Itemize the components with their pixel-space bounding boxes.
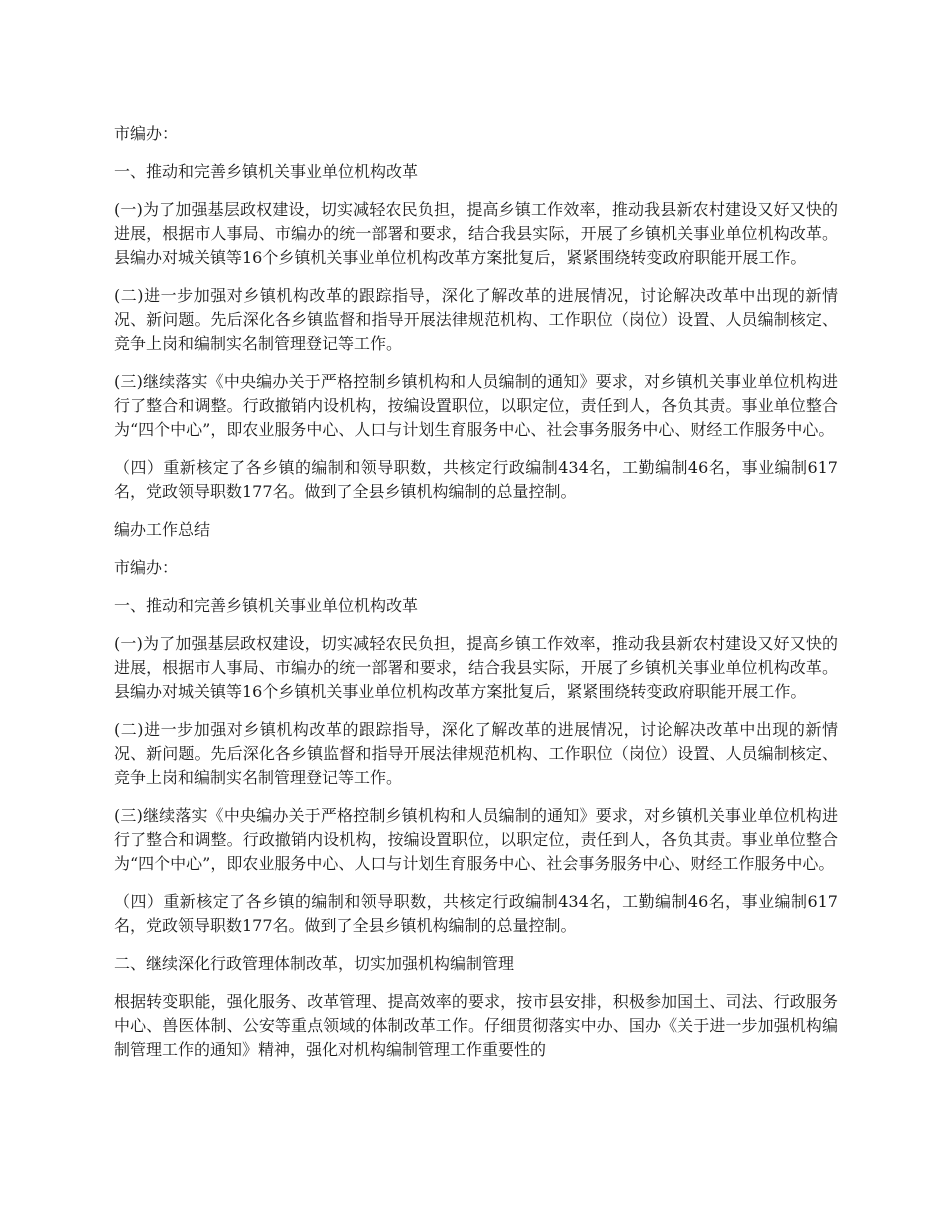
- paragraph-1-2: (二)进一步加强对乡镇机构改革的跟踪指导，深化了解改革的进展情况，讨论解决改革中出现的新情况、新问题。先后深化各乡镇监督和指导开展法律规范机构、工作职位（岗位）设置、人员编制核定、竞争上岗和编制实名制管理登记等工作。: [114, 286, 838, 353]
- paragraph-1-1: (一)为了加强基层政权建设，切实减轻农民负担，提高乡镇工作效率，推动我县新农村建设又好又快的进展，根据市人事局、市编办的统一部署和要求，结合我县实际，开展了乡镇机关事业单位机构改革。县编办对城关镇等16个乡镇机关事业单位机构改革方案批复后，紧紧围绕转变政府职能开展工作。: [114, 200, 838, 267]
- paragraph-2-3: (三)继续落实《中央编办关于严格控制乡镇机构和人员编制的通知》要求，对乡镇机关事业单位机构进行了整合和调整。行政撤销内设机构，按编设置职位，以职定位，责任到人，各负其责。事业单位整合为“四个中心”，即农业服务中心、人口与计划生育服务中心、社会事务服务中心、财经工作服务中心。: [114, 806, 838, 873]
- document-title: 编办工作总结: [114, 520, 211, 539]
- paragraph-2-4: （四）重新核定了各乡镇的编制和领导职数，共核定行政编制434名，工勤编制46名，事业编制617名，党政领导职数177名。做到了全县乡镇机构编制的总量控制。: [114, 892, 838, 935]
- salutation-repeat: 市编办：: [114, 558, 179, 577]
- paragraph-1-3: (三)继续落实《中央编办关于严格控制乡镇机构和人员编制的通知》要求，对乡镇机关事业单位机构进行了整合和调整。行政撤销内设机构，按编设置职位，以职定位，责任到人，各负其责。事业单位整合为“四个中心”，即农业服务中心、人口与计划生育服务中心、社会事务服务中心、财经工作服务中心。: [114, 372, 838, 439]
- section-heading-1: 一、推动和完善乡镇机关事业单位机构改革: [114, 162, 419, 181]
- paragraph-1-4: （四）重新核定了各乡镇的编制和领导职数，共核定行政编制434名，工勤编制46名，事业编制617名，党政领导职数177名。做到了全县乡镇机构编制的总量控制。: [114, 458, 838, 501]
- paragraph-3-1: 根据转变职能，强化服务、改革管理、提高效率的要求，按市县安排，积极参加国土、司法、行政服务中心、兽医体制、公安等重点领域的体制改革工作。仔细贯彻落实中办、国办《关于进一步加强机构编制管理工作的通知》精神，强化对机构编制管理工作重要性的: [114, 992, 838, 1059]
- section-heading-2: 二、继续深化行政管理体制改革，切实加强机构编制管理: [114, 954, 515, 973]
- section-heading-1-repeat: 一、推动和完善乡镇机关事业单位机构改革: [114, 596, 419, 615]
- paragraph-2-1: (一)为了加强基层政权建设，切实减轻农民负担，提高乡镇工作效率，推动我县新农村建设又好又快的进展，根据市人事局、市编办的统一部署和要求，结合我县实际，开展了乡镇机关事业单位机构改革。县编办对城关镇等16个乡镇机关事业单位机构改革方案批复后，紧紧围绕转变政府职能开展工作。: [114, 634, 838, 701]
- document-page: [114, 122, 838, 1076]
- salutation: 市编办：: [114, 124, 179, 143]
- paragraph-2-2: (二)进一步加强对乡镇机构改革的跟踪指导，深化了解改革的进展情况，讨论解决改革中出现的新情况、新问题。先后深化各乡镇监督和指导开展法律规范机构、工作职位（岗位）设置、人员编制核定、竞争上岗和编制实名制管理登记等工作。: [114, 720, 838, 787]
